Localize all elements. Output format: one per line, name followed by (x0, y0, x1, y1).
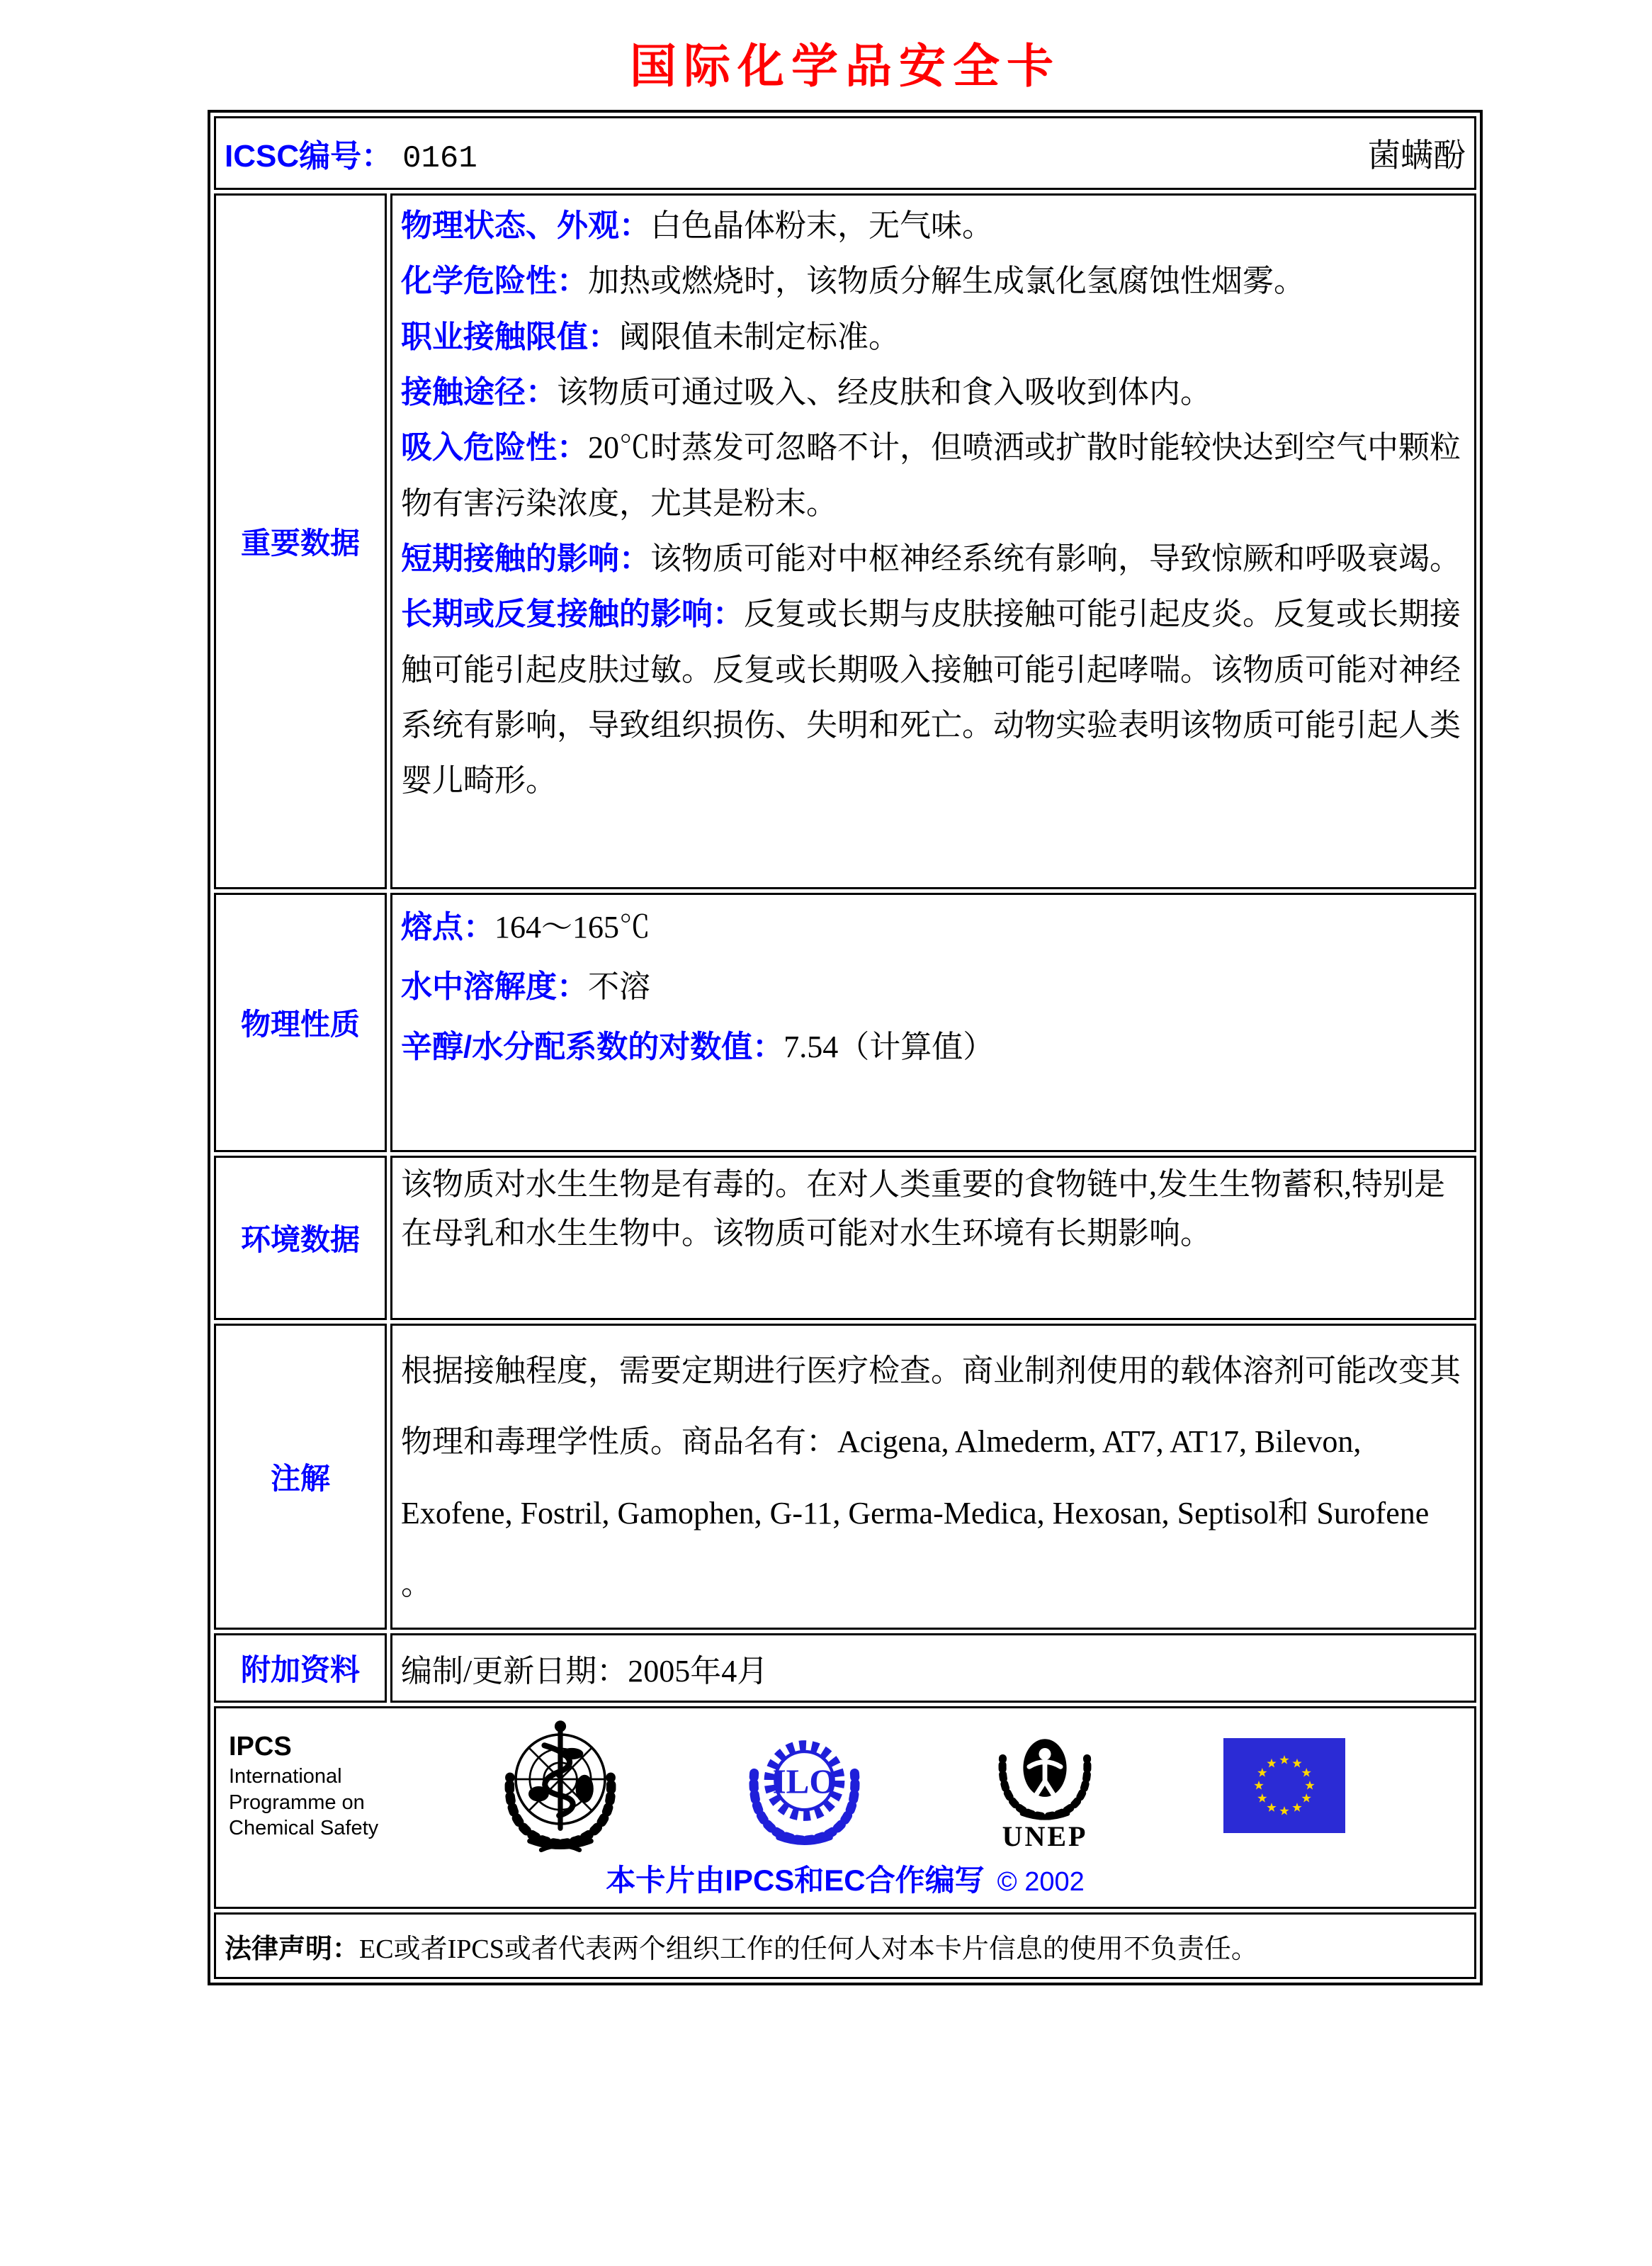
icsc-header-cell (214, 116, 1476, 190)
item-label: 吸入危险性： (401, 430, 588, 466)
physical-properties-content (390, 893, 1476, 1152)
logos-row (214, 1706, 1476, 1909)
important-item (401, 198, 1466, 254)
item-label: 接触途径： (401, 374, 557, 410)
item-text: 反复或长期与皮肤接触可能引起皮炎。反复或长期接触可能引起皮肤过敏。反复或长期吸入接触可能引起哮喘。该物质可能对神经系统有影响，导致组织损伤、失明和死亡。动物实验表明该物质可能引起人类婴儿畸形。 (401, 597, 1461, 799)
item-label: 短期接触的影响： (401, 541, 650, 576)
important-item (401, 365, 1466, 420)
physical-item (401, 898, 1466, 957)
icsc-header-row (214, 116, 1476, 190)
important-data-row (214, 193, 1476, 889)
physical-item (401, 1018, 1466, 1077)
legal-notice-label: 法律声明： (225, 1934, 360, 1964)
important-item (401, 531, 1466, 587)
ipcs-line: International (229, 1765, 342, 1788)
item-text: 不溶 (588, 969, 650, 1005)
environmental-data-content (390, 1156, 1476, 1320)
item-label: 熔点： (401, 910, 494, 945)
unep-logo-text: UNEP (1002, 1820, 1088, 1852)
update-date-label: 编制/更新日期： (401, 1654, 628, 1689)
ilo-logo-icon (742, 1722, 866, 1849)
additional-info-content (390, 1633, 1476, 1703)
notes-label: 注解 (270, 1462, 330, 1495)
item-text: 7.54（计算值） (783, 1029, 995, 1064)
item-label: 长期或反复接触的影响： (401, 597, 744, 632)
additional-info-label-cell (214, 1633, 387, 1703)
important-item (401, 310, 1466, 365)
ipcs-line: Programme on (229, 1791, 365, 1814)
cooperation-caption (225, 1857, 1466, 1900)
physical-properties-label: 物理性质 (240, 1008, 360, 1041)
icsc-number-label: ICSC编号： (225, 138, 393, 174)
ipcs-acronym: IPCS (229, 1731, 292, 1761)
item-text: 20℃时蒸发可忽略不计，但喷洒或扩散时能较快达到空气中颗粒物有害污染浓度，尤其是粉末。 (401, 430, 1461, 521)
additional-info-label: 附加资料 (240, 1653, 360, 1686)
additional-info-row (214, 1633, 1476, 1703)
physical-properties-row (214, 893, 1476, 1152)
icsc-number-value: 0161 (402, 140, 477, 176)
item-label: 物理状态、外观： (401, 208, 650, 243)
copyright-text: © 2002 (997, 1867, 1085, 1897)
page-title: 国际化学品安全卡 (630, 41, 1060, 93)
item-label: 职业接触限值： (401, 319, 619, 354)
caption-text: 本卡片由IPCS和EC合作编写 (606, 1864, 985, 1897)
legal-notice-row (214, 1912, 1476, 1979)
eu-flag-icon (1223, 1738, 1345, 1833)
environmental-data-label-cell (214, 1156, 387, 1320)
who-logo-icon (497, 1718, 624, 1853)
item-text: 该物质可通过吸入、经皮肤和食入吸收到体内。 (557, 374, 1211, 410)
update-date-value: 2005年4月 (628, 1654, 769, 1689)
notes-label-cell (214, 1324, 387, 1630)
item-label: 水中溶解度： (401, 969, 588, 1005)
notes-text: 根据接触程度，需要定期进行医疗检查。商业制剂使用的载体溶剂可能改变其物理和毒理学性质。商品名有：Acigena, Almederm, AT7, AT17, Bilevon, Exofene, Fostril, Gamophen, G-11, Germa-Medica, Hexosan, Septisol和 Surofene 。 (401, 1353, 1461, 1601)
environmental-text: 该物质对水生生物是有毒的。在对人类重要的食物链中,发生生物蓄积,特别是在母乳和水生生物中。该物质可能对水生环境有长期影响。 (401, 1167, 1445, 1251)
important-data-label-cell (214, 193, 387, 889)
item-text: 该物质可能对中枢神经系统有影响，导致惊厥和呼吸衰竭。 (650, 541, 1461, 576)
item-text: 白色晶体粉末，无气味。 (650, 208, 993, 243)
environmental-data-row (214, 1156, 1476, 1320)
important-data-label: 重要数据 (240, 526, 360, 560)
unep-logo-icon (985, 1719, 1105, 1825)
notes-content (390, 1324, 1476, 1630)
item-text: 阈限值未制定标准。 (619, 319, 900, 354)
legal-notice-cell (214, 1912, 1476, 1979)
legal-notice-text: EC或者IPCS或者代表两个组织工作的任何人对本卡片信息的使用不负责任。 (359, 1934, 1258, 1964)
logos-cell (214, 1706, 1476, 1909)
item-label: 辛醇/水分配系数的对数值： (401, 1029, 784, 1064)
svg-text:ILO: ILO (772, 1761, 837, 1801)
important-data-content (390, 193, 1476, 889)
chemical-name: 菌螨酚 (1368, 137, 1466, 174)
item-text: 加热或燃烧时，该物质分解生成氯化氢腐蚀性烟雾。 (588, 264, 1305, 299)
unep-logo-block (985, 1719, 1105, 1853)
item-label: 化学危险性： (401, 264, 588, 299)
ipcs-line: Chemical Safety (229, 1816, 379, 1839)
important-item (401, 420, 1466, 531)
physical-item (401, 957, 1466, 1017)
icsc-card-table (208, 110, 1483, 1985)
ipcs-text-block (229, 1730, 378, 1841)
physical-properties-label-cell (214, 893, 387, 1152)
important-item (401, 254, 1466, 309)
item-text: 164～165℃ (494, 910, 650, 945)
notes-row (214, 1324, 1476, 1630)
environmental-data-label: 环境数据 (240, 1223, 360, 1256)
important-item (401, 587, 1466, 808)
